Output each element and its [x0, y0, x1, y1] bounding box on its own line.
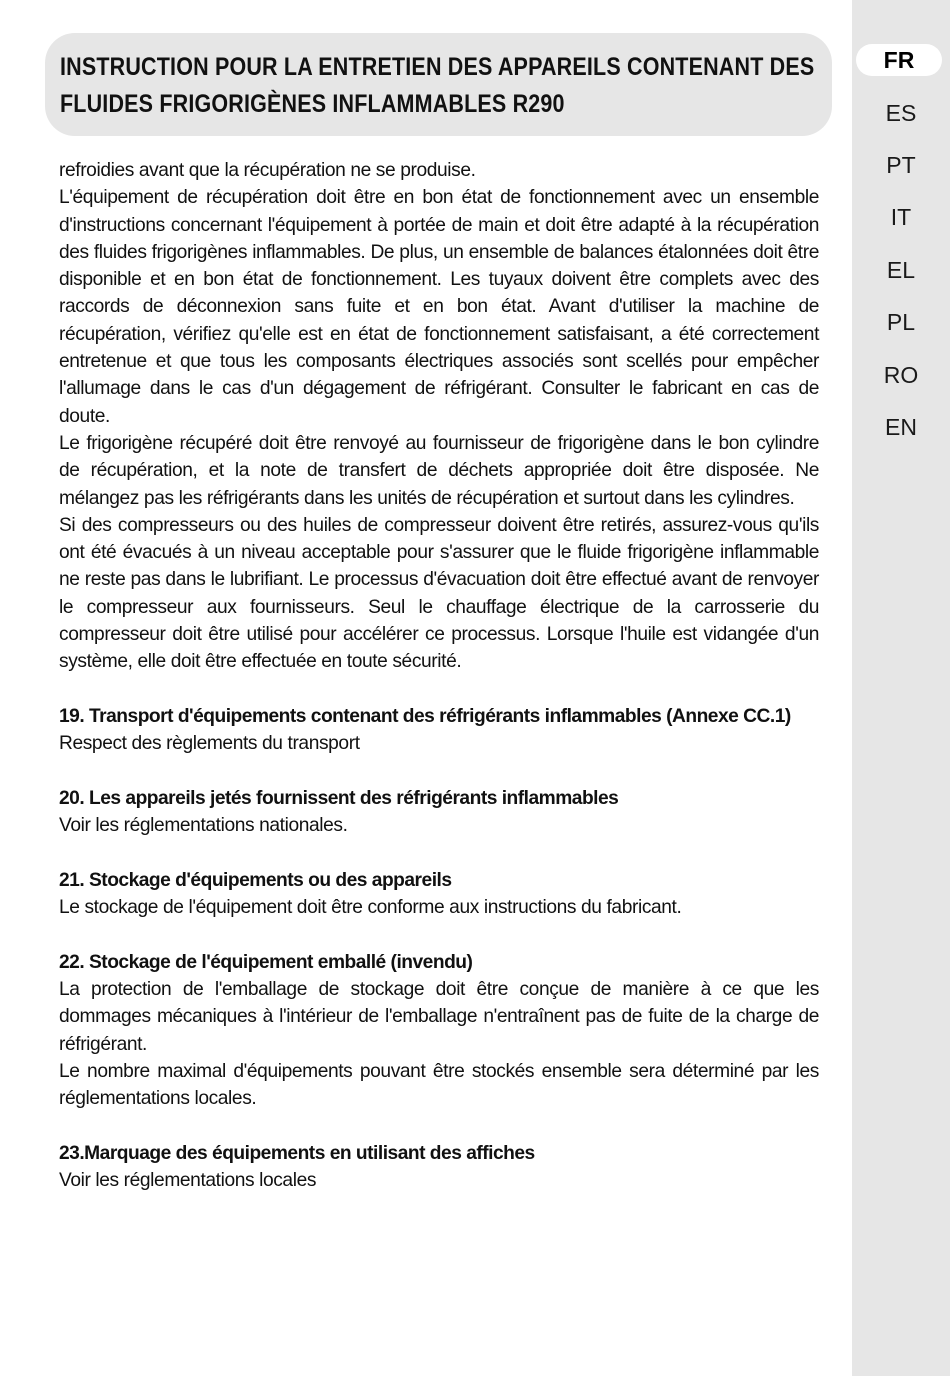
lang-tab-it[interactable]: IT [890, 204, 912, 230]
page-title-line-2: FLUIDES FRIGORIGÈNES INFLAMMABLES R290 [60, 90, 565, 118]
lang-tab-pl[interactable]: PL [886, 309, 916, 335]
lang-tab-pt[interactable]: PT [886, 152, 916, 178]
paragraph: L'équipement de récupération doit être en bon état de fonctionnement avec un ensemble d'instructions concernant l'équipement à portée de main et doit être adapté à la récupération des fluides frigorigènes inflammables. De plus, un ensemble de balances étalonnées doit être disponible et en bon état de fonctionnement. Les tuyaux doivent être complets avec des raccords de déconnexion sans fuite et en bon état. Avant d'utiliser la machine de récupération, vérifiez qu'elle est en état de fonctionnement satisfaisant, a été correctement entretenue et que tous les composants électriques associés sont scellés pour empêcher l'allumage dans le cas d'un dégagement de réfrigérant. Consulter le fabricant en cas de doute. [59, 187, 819, 427]
section-heading-22: 22. Stockage de l'équipement emballé (invendu) [59, 951, 473, 973]
paragraph: Le frigorigène récupéré doit être renvoyé au fournisseur de frigorigène dans le bon cylindre de récupération, et la note de transfert de déchets appropriée doit être disposée. Ne mélangez pas les réfrigérants dans les unités de récupération et surtout dans les cylindres. [59, 432, 819, 509]
section-text-19: Respect des règlements du transport [59, 733, 360, 755]
section-heading-20: 20. Les appareils jetés fournissent des réfrigérants inflammables [59, 787, 619, 809]
section-text-22a: La protection de l'emballage de stockage doit être conçue de manière à ce que les dommages mécaniques à l'intérieur de l'emballage n'entraînent pas de fuite de la charge de réfrigérant. [59, 978, 819, 1055]
lang-tab-en[interactable]: EN [885, 414, 917, 440]
language-sidebar [852, 0, 950, 1376]
lang-tab-ro[interactable]: RO [883, 362, 919, 388]
section-text-23: Voir les réglementations locales [59, 1169, 317, 1191]
lang-tab-es[interactable]: ES [885, 100, 917, 126]
section-text-22b: Le nombre maximal d'équipements pouvant être stockés ensemble sera déterminé par les réglementations locales. [59, 1060, 819, 1110]
section-heading-19: 19. Transport d'équipements contenant des réfrigérants inflammables (Annexe CC.1) [59, 705, 791, 727]
section-heading-23: 23.Marquage des équipements en utilisant des affiches [59, 1142, 535, 1164]
page-title [60, 49, 834, 123]
page-title-line-1: INSTRUCTION POUR LA ENTRETIEN DES APPAREILS CONTENANT DES [60, 53, 815, 81]
lang-tab-fr[interactable]: FR [856, 44, 942, 76]
document-body [59, 157, 819, 1194]
lang-tab-el[interactable]: EL [886, 257, 916, 283]
section-heading-21: 21. Stockage d'équipements ou des appareils [59, 869, 452, 891]
section-text-21: Le stockage de l'équipement doit être conforme aux instructions du fabricant. [59, 897, 682, 919]
paragraph: refroidies avant que la récupération ne se produise. [59, 160, 476, 181]
section-text-20: Voir les réglementations nationales. [59, 815, 348, 837]
paragraph: Si des compresseurs ou des huiles de compresseur doivent être retirés, assurez-vous qu'ils ont été évacués à un niveau acceptable pour s'assurer que le fluide frigorigène inflammable ne reste pas dans le lubrifiant. Le processus d'évacuation doit être effectué avant de renvoyer le compresseur aux fournisseurs. Seul le chauffage électrique de la carrosserie du compresseur doit être utilisé pour accélérer ce processus. Lorsque l'huile est vidangée d'un système, elle doit être effectuée en toute sécurité. [59, 514, 819, 673]
